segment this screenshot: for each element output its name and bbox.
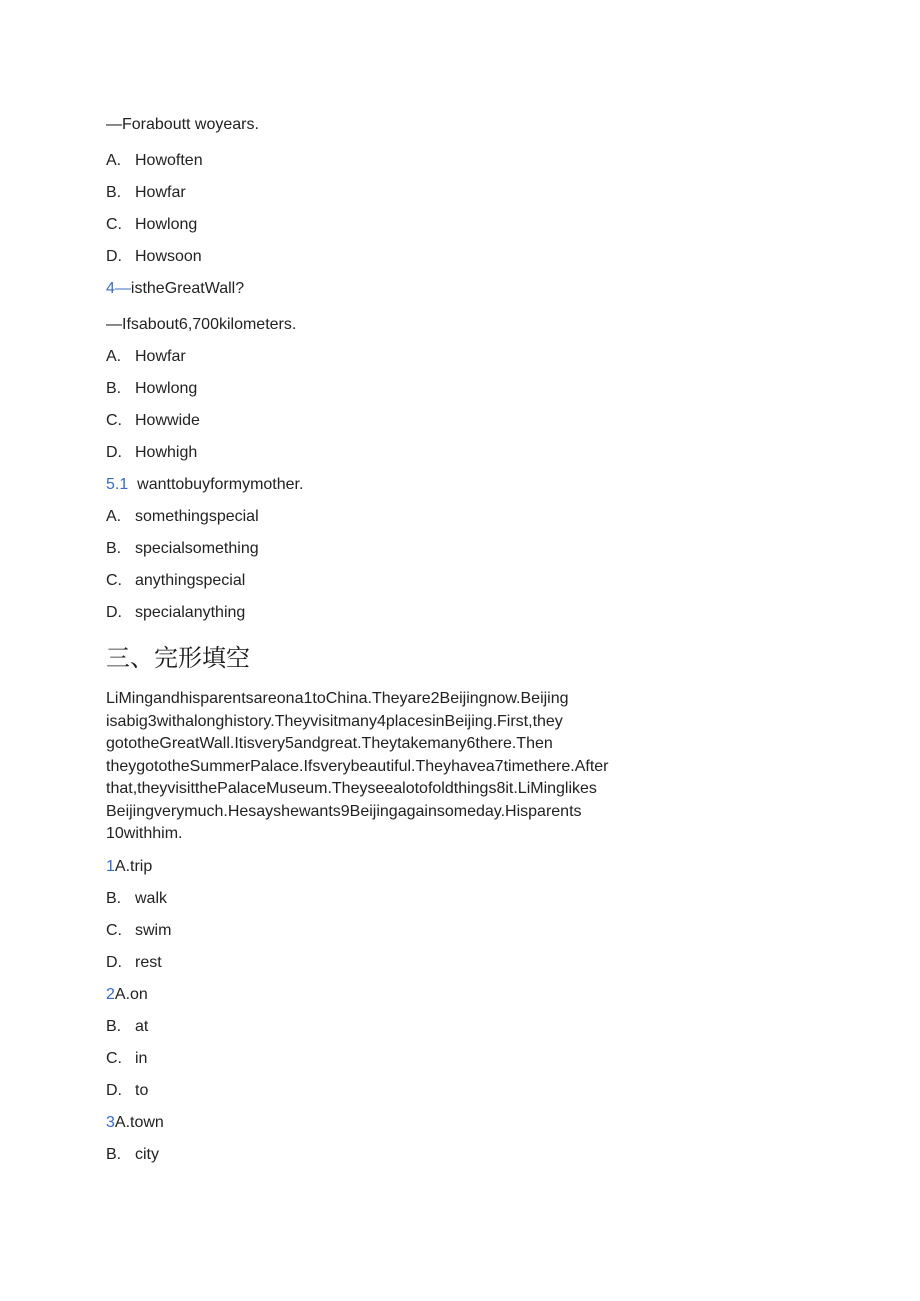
option-letter: B. <box>106 380 122 397</box>
option-text: city <box>135 1145 159 1163</box>
option-letter: C. <box>106 1049 122 1067</box>
question-text: istheGreatWall? <box>130 280 245 297</box>
option-text: Howlong <box>135 216 198 233</box>
q3-option-d <box>106 246 666 268</box>
q4-answer-line: —Ifsabout6,700kilometers. <box>106 316 297 333</box>
option-text: A.trip <box>114 857 153 875</box>
cloze-q2-first <box>106 984 666 1006</box>
cloze-q1-option-b <box>106 888 666 910</box>
option-text: walk <box>135 889 168 907</box>
q3-option-a <box>106 150 666 172</box>
option-text: Howoften <box>135 152 203 169</box>
option-text: A.on <box>114 985 148 1003</box>
option-text: A.town <box>114 1113 164 1131</box>
option-letter: D. <box>106 604 122 621</box>
q4-option-d <box>106 442 666 464</box>
document-page <box>106 114 666 1176</box>
option-text: Howlong <box>135 380 198 397</box>
cloze-q3-first <box>106 1112 666 1134</box>
q5-option-b <box>106 538 666 560</box>
option-text: at <box>135 1017 149 1035</box>
question-text: wanttobuyformymother. <box>128 476 304 493</box>
q4-option-a <box>106 346 666 368</box>
option-text: rest <box>135 953 162 971</box>
option-text: Howfar <box>135 184 186 201</box>
option-text: in <box>135 1049 148 1067</box>
option-text: specialsomething <box>135 540 259 557</box>
option-text: Howhigh <box>135 444 198 461</box>
option-letter: D. <box>106 953 122 971</box>
cloze-q2-option-c <box>106 1048 666 1070</box>
option-letter: B. <box>106 540 122 557</box>
q3-answer-line: —Foraboutt woyears. <box>106 116 259 133</box>
option-letter: A. <box>106 348 122 365</box>
option-letter: C. <box>106 921 122 939</box>
cloze-q1-option-c <box>106 920 666 942</box>
cloze-q3-option-b <box>106 1144 666 1166</box>
option-text: Howwide <box>135 412 200 429</box>
option-letter: B. <box>106 1017 122 1035</box>
q4-stem <box>106 278 666 300</box>
q5-option-d <box>106 602 666 624</box>
cloze-passage <box>106 688 646 846</box>
q5-option-a <box>106 506 666 528</box>
cloze-q1-first <box>106 856 666 878</box>
option-letter: A. <box>106 152 122 169</box>
question-number: 4— <box>106 280 131 297</box>
passage-line: 10withhim. <box>106 825 183 842</box>
option-text: swim <box>135 921 172 939</box>
option-text: specialanything <box>135 604 246 621</box>
q4-option-c <box>106 410 666 432</box>
option-text: Howsoon <box>135 248 202 265</box>
option-letter: B. <box>106 889 122 907</box>
q3-option-b <box>106 182 666 204</box>
q4-option-b <box>106 378 666 400</box>
option-letter: C. <box>106 572 122 589</box>
option-letter: D. <box>106 248 122 265</box>
passage-line: that,theyvisitthePalaceMuseum.Theyseealotofoldthings8it.LiMinglikes <box>106 780 597 797</box>
question-number: 3 <box>106 1113 115 1131</box>
q5-option-c <box>106 570 666 592</box>
option-letter: C. <box>106 216 122 233</box>
option-letter: A. <box>106 508 122 525</box>
option-letter: C. <box>106 412 122 429</box>
option-letter: D. <box>106 444 122 461</box>
q5-stem <box>106 474 666 496</box>
option-text: Howfar <box>135 348 186 365</box>
passage-line: isabig3withalonghistory.Theyvisitmany4placesinBeijing.First,they <box>106 712 563 730</box>
passage-line: Beijingverymuch.Hesayshewants9Beijingagainsomeday.Hisparents <box>106 802 582 820</box>
option-letter: B. <box>106 184 122 201</box>
cloze-q2-option-b <box>106 1016 666 1038</box>
cloze-q1-option-d <box>106 952 666 974</box>
option-letter: D. <box>106 1081 122 1099</box>
option-text: anythingspecial <box>135 572 246 589</box>
q3-option-c <box>106 214 666 236</box>
question-number: 1 <box>106 857 115 875</box>
question-number: 2 <box>106 985 115 1003</box>
option-letter: B. <box>106 1145 122 1163</box>
option-text: to <box>135 1081 149 1099</box>
question-number: 5.1 <box>106 476 129 493</box>
section-title: 三、完形填空 <box>106 645 250 672</box>
passage-line: gototheGreatWall.Itisvery5andgreat.Theytakemany6there.Then <box>106 735 553 752</box>
passage-line: theygototheSummerPalace.Ifsverybeautiful.Theyhavea7timethere.After <box>106 757 609 775</box>
option-text: somethingspecial <box>135 508 259 525</box>
cloze-q2-option-d <box>106 1080 666 1102</box>
passage-line: LiMingandhisparentsareona1toChina.Theyare2Beijingnow.Beijing <box>106 690 569 707</box>
